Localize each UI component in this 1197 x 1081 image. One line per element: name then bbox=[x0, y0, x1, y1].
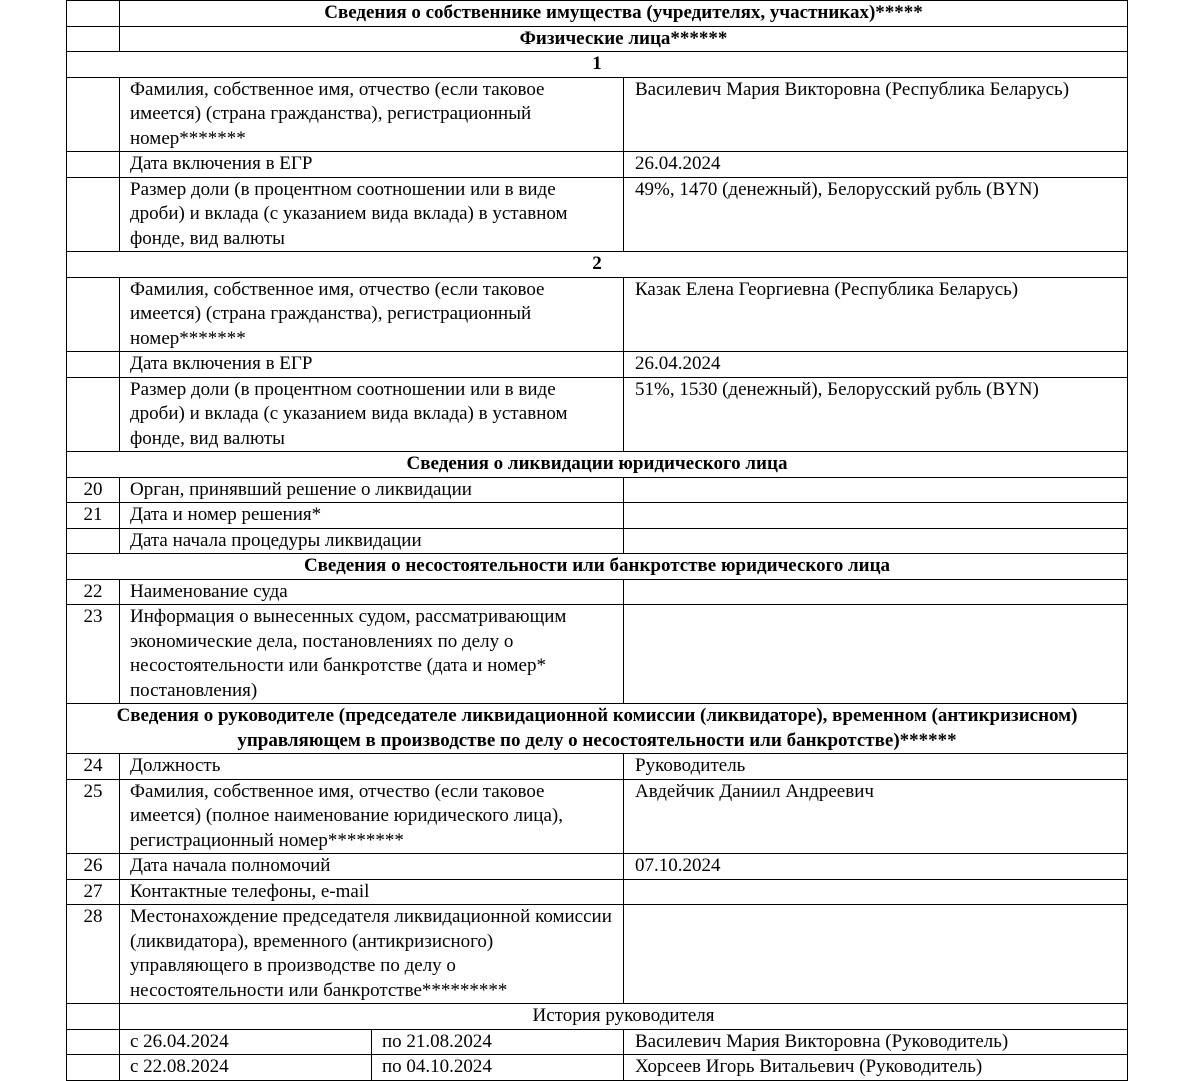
field-label: Дата и номер решения* bbox=[120, 503, 624, 529]
registry-extract-table bbox=[66, 0, 1128, 1081]
field-label: Местонахождение председателя ликвидационной комиссии (ликвидатора), временного (антикризисного) управляющего в производстве по делу о несостоятельности или банкротстве********* bbox=[120, 905, 624, 1004]
field-value bbox=[624, 605, 1128, 704]
row-number-cell bbox=[67, 377, 120, 452]
liquidation-header-row bbox=[67, 452, 1128, 478]
row-number-cell bbox=[67, 1, 120, 27]
owner-section-title: Сведения о собственнике имущества (учредителях, участниках)***** bbox=[120, 1, 1128, 27]
row-number-cell bbox=[67, 77, 120, 152]
row-number: 28 bbox=[67, 905, 120, 1004]
history-person: Василевич Мария Викторовна (Руководитель) bbox=[624, 1029, 1128, 1055]
person-name-row bbox=[67, 77, 1128, 152]
row-number bbox=[67, 528, 120, 554]
row-number: 25 bbox=[67, 779, 120, 854]
field-label: Дата начала процедуры ликвидации bbox=[120, 528, 624, 554]
liquidation-section-title: Сведения о ликвидации юридического лица bbox=[67, 452, 1128, 478]
field-value bbox=[624, 579, 1128, 605]
owner-section-header-row bbox=[67, 1, 1128, 27]
person-date-value: 26.04.2024 bbox=[624, 352, 1128, 378]
field-value bbox=[624, 879, 1128, 905]
person-date-row bbox=[67, 352, 1128, 378]
person-index: 2 bbox=[67, 252, 1128, 278]
history-person: Хорсеев Игорь Витальевич (Руководитель) bbox=[624, 1055, 1128, 1081]
person-name-value: Василевич Мария Викторовна (Республика Беларусь) bbox=[624, 77, 1128, 152]
individuals-subheader-row bbox=[67, 26, 1128, 52]
person-index: 1 bbox=[67, 52, 1128, 78]
row-number: 24 bbox=[67, 754, 120, 780]
person-name-label: Фамилия, собственное имя, отчество (если таковое имеется) (страна гражданства), регистрационный номер******* bbox=[120, 77, 624, 152]
liquidation-row bbox=[67, 477, 1128, 503]
row-number: 21 bbox=[67, 503, 120, 529]
person-date-label: Дата включения в ЕГР bbox=[120, 352, 624, 378]
manager-row bbox=[67, 905, 1128, 1004]
history-from-date: с 22.08.2024 bbox=[120, 1055, 372, 1081]
bankruptcy-section-title: Сведения о несостоятельности или банкротстве юридического лица bbox=[67, 554, 1128, 580]
person-share-row bbox=[67, 377, 1128, 452]
person-date-row bbox=[67, 152, 1128, 178]
manager-row bbox=[67, 879, 1128, 905]
field-label: Наименование суда bbox=[120, 579, 624, 605]
field-label: Орган, принявший решение о ликвидации bbox=[120, 477, 624, 503]
row-number: 26 bbox=[67, 854, 120, 880]
field-value bbox=[624, 503, 1128, 529]
person-name-value: Казак Елена Георгиевна (Республика Беларусь) bbox=[624, 277, 1128, 352]
history-title: История руководителя bbox=[120, 1004, 1128, 1030]
row-number-cell bbox=[67, 1004, 120, 1030]
field-value bbox=[624, 528, 1128, 554]
person-index-row bbox=[67, 52, 1128, 78]
person-share-label: Размер доли (в процентном соотношении или в виде дроби) и вклада (с указанием вида вклада) в уставном фонде, вид валюты bbox=[120, 377, 624, 452]
field-label: Контактные телефоны, e-mail bbox=[120, 879, 624, 905]
field-label: Должность bbox=[120, 754, 624, 780]
row-number: 20 bbox=[67, 477, 120, 503]
bankruptcy-header-row bbox=[67, 554, 1128, 580]
person-share-value: 49%, 1470 (денежный), Белорусский рубль (BYN) bbox=[624, 177, 1128, 252]
row-number-cell bbox=[67, 1055, 120, 1081]
liquidation-row bbox=[67, 503, 1128, 529]
history-to-date: по 04.10.2024 bbox=[372, 1055, 624, 1081]
person-name-row bbox=[67, 277, 1128, 352]
liquidation-row bbox=[67, 528, 1128, 554]
row-number-cell bbox=[67, 152, 120, 178]
history-from-date: с 26.04.2024 bbox=[120, 1029, 372, 1055]
bankruptcy-row bbox=[67, 605, 1128, 704]
field-label: Фамилия, собственное имя, отчество (если таковое имеется) (полное наименование юридического лица), регистрационный номер******** bbox=[120, 779, 624, 854]
row-number: 27 bbox=[67, 879, 120, 905]
field-label: Дата начала полномочий bbox=[120, 854, 624, 880]
person-date-value: 26.04.2024 bbox=[624, 152, 1128, 178]
history-header-row bbox=[67, 1004, 1128, 1030]
person-name-label: Фамилия, собственное имя, отчество (если таковое имеется) (страна гражданства), регистрационный номер******* bbox=[120, 277, 624, 352]
history-row bbox=[67, 1055, 1128, 1081]
row-number-cell bbox=[67, 277, 120, 352]
row-number-cell bbox=[67, 1029, 120, 1055]
manager-row bbox=[67, 779, 1128, 854]
manager-section-title: Сведения о руководителе (председателе ликвидационной комиссии (ликвидаторе), временном (антикризисном) управляющем в производстве по делу о несостоятельности или банкротстве)****** bbox=[67, 704, 1128, 754]
row-number: 22 bbox=[67, 579, 120, 605]
manager-row bbox=[67, 854, 1128, 880]
person-date-label: Дата включения в ЕГР bbox=[120, 152, 624, 178]
individuals-subtitle: Физические лица****** bbox=[120, 26, 1128, 52]
person-index-row bbox=[67, 252, 1128, 278]
history-row bbox=[67, 1029, 1128, 1055]
manager-row bbox=[67, 754, 1128, 780]
field-value: Руководитель bbox=[624, 754, 1128, 780]
manager-header-row bbox=[67, 704, 1128, 754]
field-value: Авдейчик Даниил Андреевич bbox=[624, 779, 1128, 854]
person-share-row bbox=[67, 177, 1128, 252]
history-to-date: по 21.08.2024 bbox=[372, 1029, 624, 1055]
person-share-value: 51%, 1530 (денежный), Белорусский рубль (BYN) bbox=[624, 377, 1128, 452]
person-share-label: Размер доли (в процентном соотношении или в виде дроби) и вклада (с указанием вида вклада) в уставном фонде, вид валюты bbox=[120, 177, 624, 252]
row-number-cell bbox=[67, 177, 120, 252]
bankruptcy-row bbox=[67, 579, 1128, 605]
field-value bbox=[624, 477, 1128, 503]
row-number-cell bbox=[67, 352, 120, 378]
field-value: 07.10.2024 bbox=[624, 854, 1128, 880]
row-number-cell bbox=[67, 26, 120, 52]
field-value bbox=[624, 905, 1128, 1004]
field-label: Информация о вынесенных судом, рассматривающим экономические дела, постановлениях по делу о несостоятельности или банкротстве (дата и номер* постановления) bbox=[120, 605, 624, 704]
row-number: 23 bbox=[67, 605, 120, 704]
